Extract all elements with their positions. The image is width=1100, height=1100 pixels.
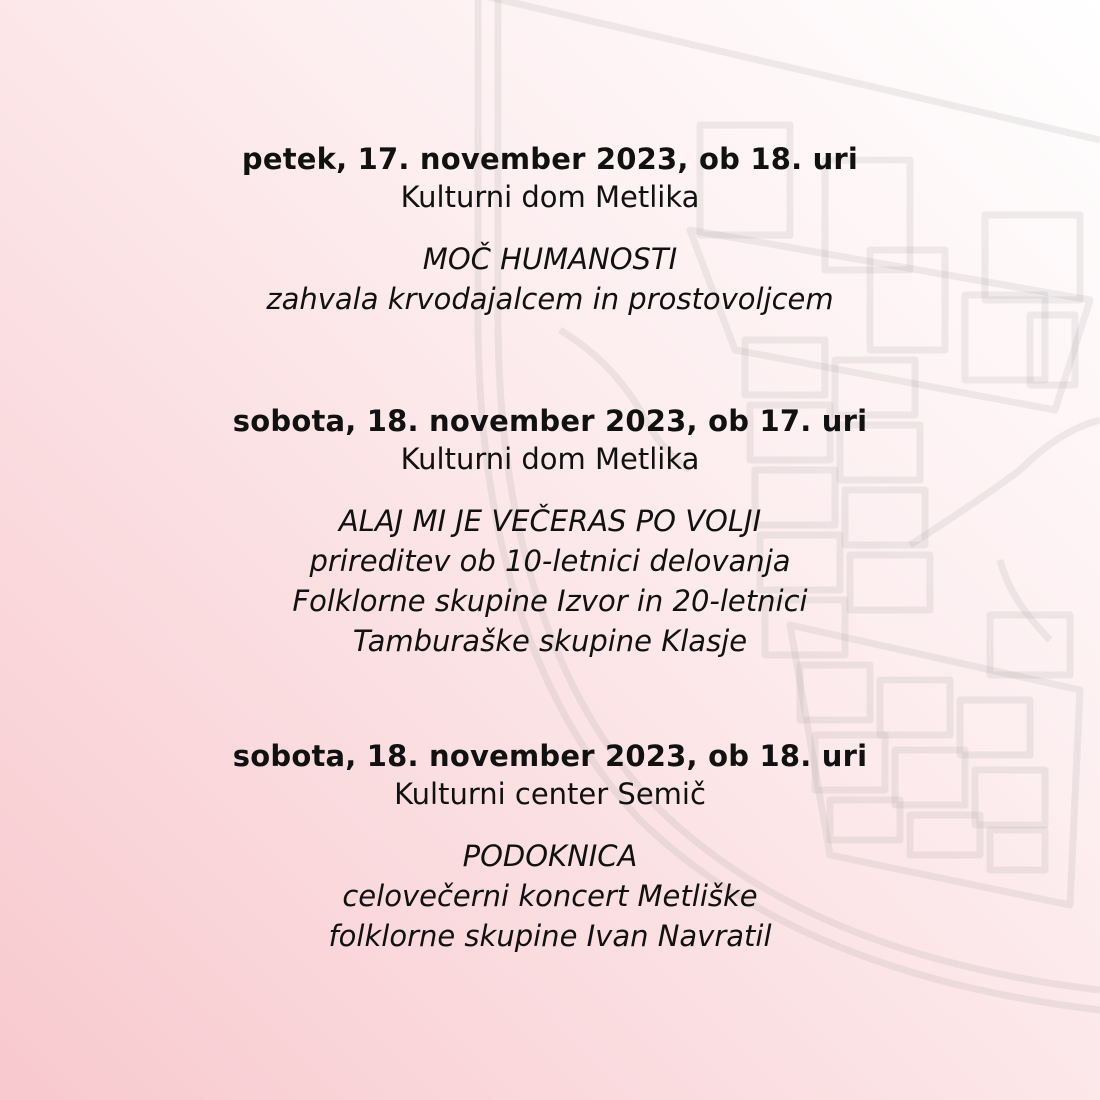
event-date: sobota, 18. november 2023, ob 17. uri [232, 404, 868, 438]
event-description-line: prireditev ob 10-letnici delovanja [309, 544, 791, 578]
event-description-line: Tamburaške skupine Klasje [352, 624, 748, 658]
event-venue: Kulturni dom Metlika [400, 180, 700, 214]
event-description-line: Folklorne skupine Izvor in 20-letnici [292, 584, 808, 618]
event-venue: Kulturni center Semič [394, 777, 706, 811]
event-title: PODOKNICA [462, 839, 638, 873]
event-description-line: folklorne skupine Ivan Navratil [328, 919, 772, 953]
event-description-line: celovečerni koncert Metliške [342, 879, 758, 913]
event-title: ALAJ MI JE VEČERAS PO VOLJI [338, 504, 762, 538]
event-description-line: zahvala krvodajalcem in prostovoljcem [266, 282, 834, 316]
event-venue: Kulturni dom Metlika [400, 442, 700, 476]
event-3 [0, 737, 1100, 956]
event-date: petek, 17. november 2023, ob 18. uri [241, 142, 859, 176]
event-title: MOČ HUMANOSTI [422, 242, 678, 276]
event-2 [0, 402, 1100, 661]
event-program [0, 239, 1100, 319]
event-program [0, 836, 1100, 956]
event-date: sobota, 18. november 2023, ob 18. uri [232, 739, 868, 773]
event-1 [0, 140, 1100, 319]
event-program [0, 501, 1100, 661]
